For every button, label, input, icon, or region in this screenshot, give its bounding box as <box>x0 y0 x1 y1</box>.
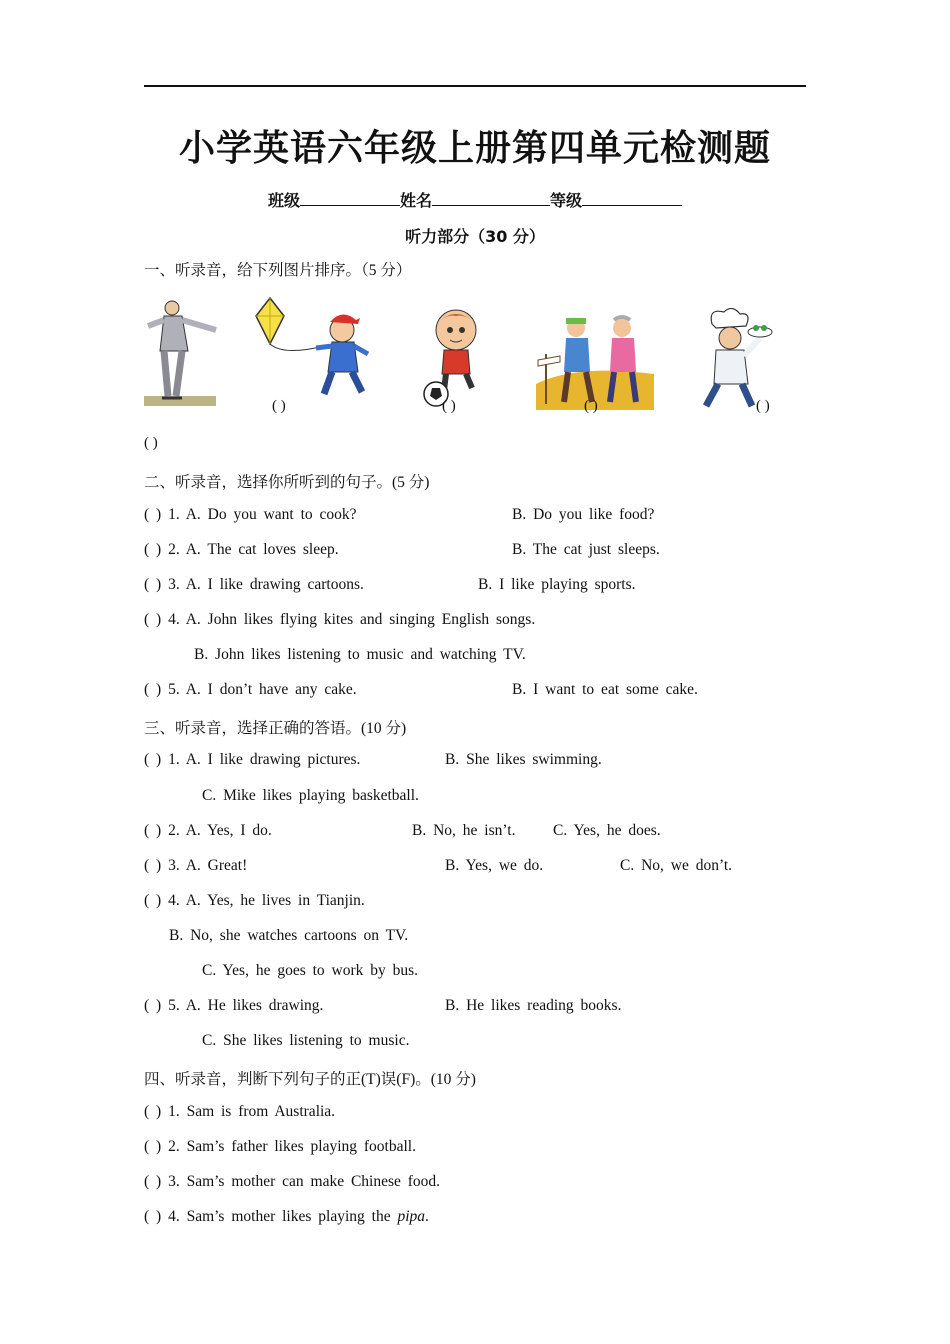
picture-5-answer[interactable]: ( ) <box>756 398 770 414</box>
s2-q4-option-b: B. John likes listening to music and watching TV. <box>194 646 526 663</box>
tai-chi-man-icon <box>142 296 220 410</box>
header-rule <box>144 85 806 87</box>
s3-q3-option-a: ( ) 3. A. Great! <box>144 857 248 874</box>
class-label: 班级 <box>267 191 300 210</box>
s3-q4-option-a: ( ) 4. A. Yes, he lives in Tianjin. <box>144 892 365 909</box>
class-blank[interactable] <box>300 191 400 206</box>
s3-q5-option-b: B. He likes reading books. <box>445 997 622 1014</box>
two-hikers-icon <box>536 314 654 410</box>
s3-q3-option-c: C. No, we don’t. <box>620 857 733 874</box>
s3-q2-option-a: ( ) 2. A. Yes, I do. <box>144 822 272 839</box>
boy-playing-football-icon <box>420 304 496 410</box>
s4-statement-4-pipa: pipa <box>397 1208 426 1225</box>
s2-q4-option-a: ( ) 4. A. John likes flying kites and singing English songs. <box>144 611 536 628</box>
s2-q5-option-a: ( ) 5. A. I don’t have any cake. <box>144 681 357 698</box>
picture-4-answer[interactable]: ( ) <box>584 398 598 414</box>
page-title: 小学英语六年级上册第四单元检测题 <box>178 127 771 169</box>
section3-heading: 三、听录音，选择正确的答语。(10 分) <box>144 720 407 737</box>
s3-q1-option-a: ( ) 1. A. I like drawing pictures. <box>144 751 361 768</box>
s3-q2-option-b: B. No, he isn’t. <box>412 822 516 839</box>
s4-statement-3: ( ) 3. Sam’s mother can make Chinese food. <box>144 1173 441 1190</box>
s4-statement-2: ( ) 2. Sam’s father likes playing football. <box>144 1138 416 1155</box>
picture-3-answer[interactable]: ( ) <box>442 398 456 414</box>
boy-flying-kite-icon <box>254 296 376 404</box>
s2-q2-option-b: B. The cat just sleeps. <box>512 541 660 558</box>
picture-2-answer[interactable]: ( ) <box>272 398 286 414</box>
s3-q5-option-c: C. She likes listening to music. <box>202 1032 410 1049</box>
s3-q5-option-a: ( ) 5. A. He likes drawing. <box>144 997 324 1014</box>
picture-1-answer[interactable]: ( ) <box>144 435 158 451</box>
chef-cooking-icon <box>694 308 774 410</box>
s4-statement-1: ( ) 1. Sam is from Australia. <box>144 1103 336 1120</box>
s3-q1-option-c: C. Mike likes playing basketball. <box>202 787 419 804</box>
s3-q1-option-b: B. She likes swimming. <box>445 751 602 768</box>
s4-statement-4 <box>144 1208 429 1226</box>
s2-q5-option-b: B. I want to eat some cake. <box>512 681 698 698</box>
listening-subtitle: 听力部分（30 分） <box>405 227 545 246</box>
s2-q3-option-a: ( ) 3. A. I like drawing cartoons. <box>144 576 364 593</box>
grade-blank[interactable] <box>582 191 682 206</box>
s2-q1-option-a: ( ) 1. A. Do you want to cook? <box>144 506 357 523</box>
name-label: 姓名 <box>399 191 432 210</box>
s3-q3-option-b: B. Yes, we do. <box>445 857 544 874</box>
s2-q2-option-a: ( ) 2. A. The cat loves sleep. <box>144 541 339 558</box>
student-info-line <box>0 188 950 211</box>
s2-q3-option-b: B. I like playing sports. <box>478 576 636 593</box>
section2-heading: 二、听录音，选择你所听到的句子。(5 分) <box>144 474 430 491</box>
s3-q2-option-c: C. Yes, he does. <box>553 822 661 839</box>
grade-label: 等级 <box>550 191 583 210</box>
s4-statement-4-period: . <box>425 1208 429 1225</box>
s3-q4-option-c: C. Yes, he goes to work by bus. <box>202 962 419 979</box>
name-blank[interactable] <box>432 191 550 206</box>
section4-heading: 四、听录音，判断下列句子的正(T)误(F)。(10 分) <box>144 1071 476 1088</box>
s3-q4-option-b: B. No, she watches cartoons on TV. <box>169 927 409 944</box>
section1-heading: 一、听录音，给下列图片排序。（5 分） <box>144 262 412 279</box>
s4-statement-4-text: ( ) 4. Sam’s mother likes playing the <box>144 1208 398 1225</box>
s2-q1-option-b: B. Do you like food? <box>512 506 655 523</box>
